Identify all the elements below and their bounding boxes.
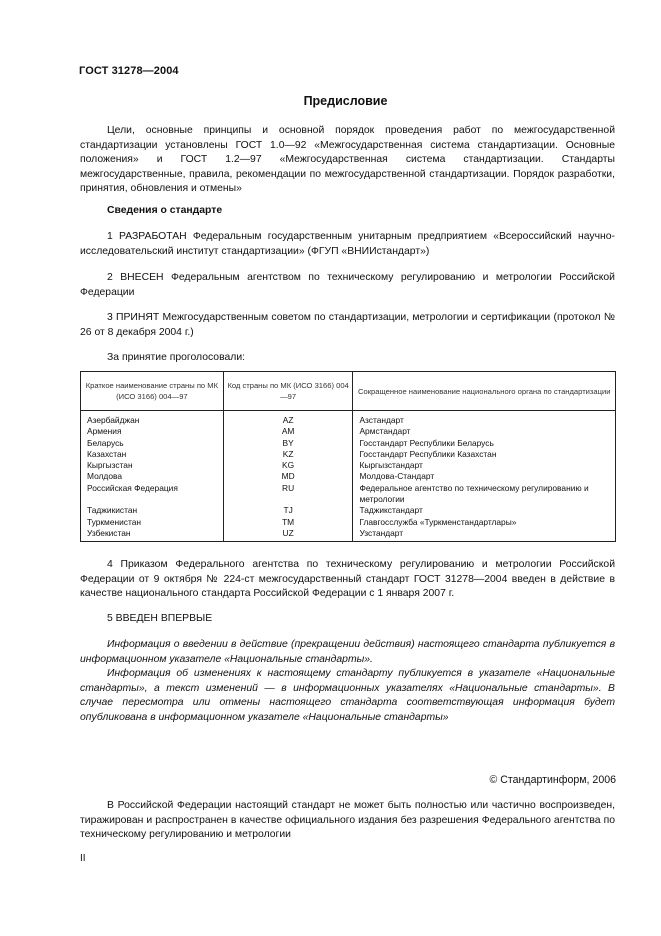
table-header-country: Краткое наименование страны по МК (ИСО 3166) 004—97 — [81, 372, 224, 411]
country-cell: Армения — [81, 426, 224, 437]
code-cell: MD — [223, 471, 353, 482]
item-2: 2 ВНЕСЕН Федеральным агентством по техническому регулированию и метрологии Российской Федерации — [80, 272, 615, 298]
table-header-body: Сокращенное наименование национального органа по стандартизации — [353, 372, 616, 411]
code-cell: UZ — [223, 528, 353, 542]
table-row — [81, 411, 616, 427]
code-cell: TM — [223, 517, 353, 528]
country-cell: Российская Федерация — [81, 483, 224, 506]
note-1: Информация о введении в действие (прекращении действия) настоящего стандарта публикуется в информационном указателе «Национальные стандарты». — [80, 639, 615, 665]
code-cell: KZ — [223, 449, 353, 460]
item-4-block — [80, 558, 615, 602]
legal-text: В Российской Федерации настоящий стандарт не может быть полностью или частично воспроизведен, тиражирован и распространен в качестве официального издания без разрешения Федерального агентства по техническому регулированию и метрологии — [80, 800, 615, 841]
legal-block — [80, 799, 615, 843]
table-header-row — [81, 372, 616, 411]
item-5: 5 ВВЕДЕН ВПЕРВЫЕ — [107, 613, 213, 624]
page-number: II — [80, 853, 86, 864]
info-heading: Сведения о стандарте — [107, 205, 223, 216]
item-1-block — [80, 230, 615, 259]
notes-block — [80, 638, 615, 726]
standard-code-header: ГОСТ 31278—2004 — [79, 65, 179, 77]
item-2-block — [80, 271, 615, 300]
intro-text: Цели, основные принципы и основной порядок проведения работ по межгосударственной стандартизации установлены ГОСТ 1.0—92 «Межгосударственная система стандартизации. Основные положения» и ГОСТ 1.2—97 «Межгосударственная система стандартизации. Стандарты межгосударственные, правила, рекомендации по межгосударственной стандартизации. Порядок разработки, принятия, обновления и отмены» — [80, 125, 615, 195]
country-cell: Беларусь — [81, 438, 224, 449]
country-cell: Молдова — [81, 471, 224, 482]
body-cell: Кыргызстандарт — [353, 460, 616, 471]
item-3-block — [80, 311, 615, 340]
table-row — [81, 426, 616, 437]
code-cell: AZ — [223, 411, 353, 427]
body-cell: Госстандарт Республики Казахстан — [353, 449, 616, 460]
code-cell: KG — [223, 460, 353, 471]
body-cell: Федеральное агентство по техническому регулированию и метрологии — [353, 483, 616, 506]
info-heading-block — [80, 204, 615, 219]
table-row — [81, 528, 616, 542]
page-title: Предисловие — [303, 94, 388, 108]
item-5-block — [80, 612, 615, 627]
table-row — [81, 483, 616, 506]
table-row — [81, 449, 616, 460]
code-cell: TJ — [223, 505, 353, 516]
table-row — [81, 460, 616, 471]
voted-label-block — [80, 351, 615, 366]
table-header-code: Код страны по МК (ИСО 3166) 004—97 — [223, 372, 353, 411]
country-cell: Казахстан — [81, 449, 224, 460]
body-cell: Главгосслужба «Туркменстандартлары» — [353, 517, 616, 528]
body-cell: Госстандарт Республики Беларусь — [353, 438, 616, 449]
country-cell: Туркменистан — [81, 517, 224, 528]
body-cell: Молдова-Стандарт — [353, 471, 616, 482]
copyright-line: © Стандартинформ, 2006 — [489, 774, 616, 786]
table-row — [81, 505, 616, 516]
table-row — [81, 471, 616, 482]
body-cell: Азстандарт — [353, 411, 616, 427]
intro-paragraph — [80, 124, 615, 197]
item-1: 1 РАЗРАБОТАН Федеральным государственным унитарным предприятием «Всероссийский научно-исследовательский институт стандартизации» (ФГУП «ВНИИстандарт») — [80, 231, 615, 257]
body-cell: Узстандарт — [353, 528, 616, 542]
voted-label: За принятие проголосовали: — [107, 352, 246, 363]
country-cell: Таджикистан — [81, 505, 224, 516]
item-4: 4 Приказом Федерального агентства по техническому регулированию и метрологии Российской Федерации от 9 октября № 224-ст межгосударственный стандарт ГОСТ 31278—2004 введен в действие в качестве национального стандарта Российской Федерации с 1 января 2007 г. — [80, 559, 615, 600]
table-row — [81, 438, 616, 449]
country-cell: Азербайджан — [81, 411, 224, 427]
code-cell: AM — [223, 426, 353, 437]
body-cell: Таджикстандарт — [353, 505, 616, 516]
code-cell: BY — [223, 438, 353, 449]
body-cell: Армстандарт — [353, 426, 616, 437]
code-cell: RU — [223, 483, 353, 506]
country-cell: Кыргызстан — [81, 460, 224, 471]
item-3: 3 ПРИНЯТ Межгосударственным советом по стандартизации, метрологии и сертификации (протокол № 26 от 8 декабря 2004 г.) — [80, 312, 615, 338]
voting-table — [80, 371, 616, 542]
country-cell: Узбекистан — [81, 528, 224, 542]
note-2: Информация об изменениях к настоящему стандарту публикуется в указателе «Национальные стандарты», а текст изменений — в информационных указателях «Национальные стандарты». В случае пересмотра или отмены настоящего стандарта соответствующая информация будет опубликована в информационном указателе «Национальные стандарты» — [80, 668, 615, 723]
table-row — [81, 517, 616, 528]
